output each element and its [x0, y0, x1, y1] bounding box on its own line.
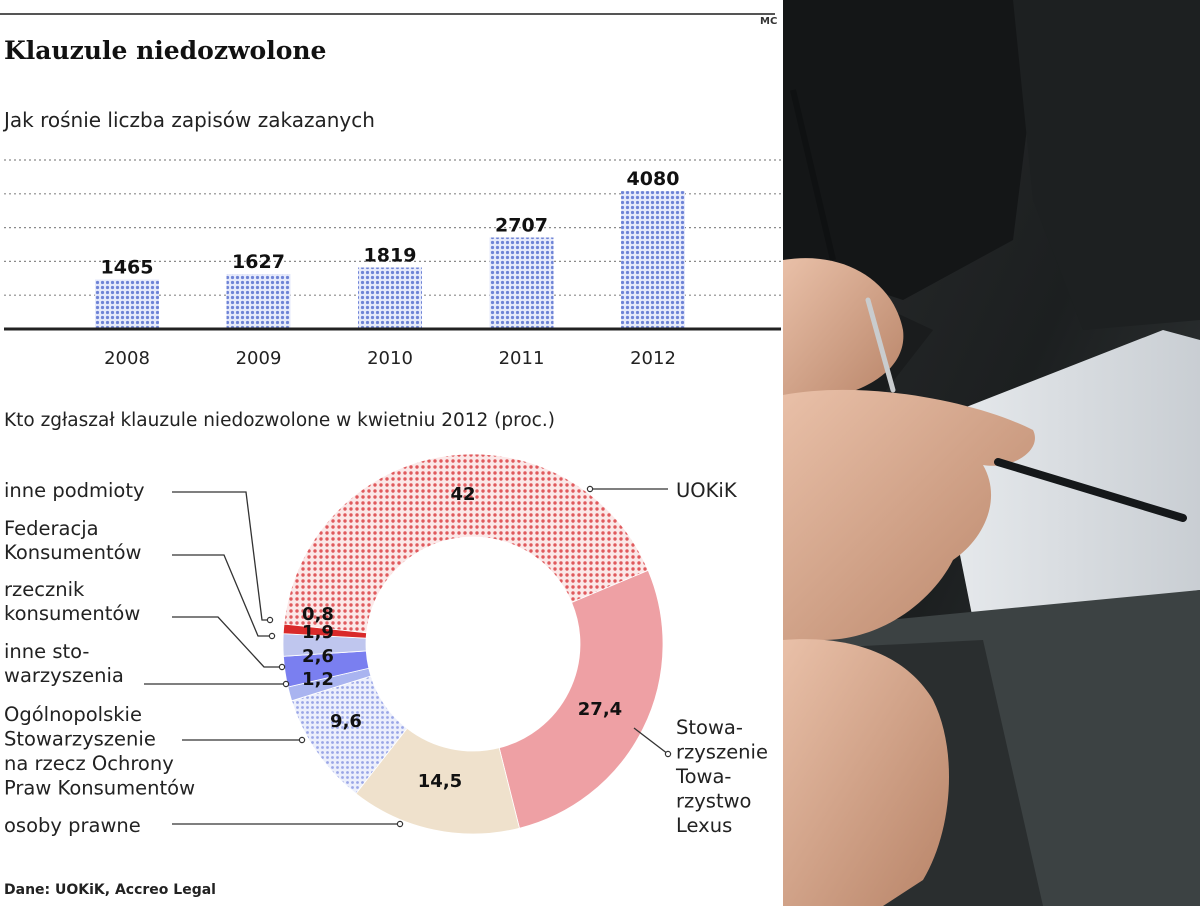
slice-value-federacja: 1,9 [302, 622, 334, 643]
bar-2009 [227, 274, 291, 329]
slice-label-lexus: rzyszenie [676, 740, 768, 764]
x-tick-label: 2011 [498, 348, 545, 369]
slice-label-ochrona: Stowarzyszenie [4, 727, 156, 751]
donut-chart-title: Kto zgłaszał klauzule niedozwolone w kwietniu 2012 (proc.) [4, 410, 555, 431]
leader-dot-federacja [269, 633, 274, 638]
page-title: Klauzule niedozwolone [4, 36, 327, 65]
bar-2012 [621, 191, 685, 329]
leader-line-federacja [172, 555, 272, 636]
slice-value-inne_podmioty: 0,8 [302, 604, 334, 625]
bar-chart [0, 140, 783, 380]
slice-label-osoby_prawne: osoby prawne [4, 814, 141, 837]
leader-line-rzecznik [172, 617, 282, 667]
slice-label-ochrona: Praw Konsumentów [4, 776, 196, 800]
bar-value-label: 1465 [100, 256, 154, 279]
slice-label-lexus: Lexus [676, 814, 733, 837]
leader-dot-osoby_prawne [397, 821, 402, 826]
leader-dot-inne_stow [283, 681, 288, 686]
slice-label-inne_podmioty: inne podmioty [4, 479, 145, 502]
donut-chart [0, 440, 783, 870]
slice-label-rzecznik: rzecznik [4, 578, 85, 601]
slice-label-lexus: Towa- [676, 765, 732, 788]
slice-label-federacja: Konsumentów [4, 541, 142, 564]
x-tick-label: 2009 [235, 348, 282, 369]
slice-value-lexus: 27,4 [577, 699, 623, 720]
slice-label-uokik: UOKiK [676, 479, 737, 502]
leader-dot-ochrona [299, 737, 304, 742]
bar-2010 [358, 268, 422, 329]
author-initials: MC [760, 16, 778, 27]
slice-value-ochrona: 9,6 [330, 711, 362, 732]
source-note: Dane: UOKiK, Accreo Legal [4, 882, 216, 898]
bar-value-label: 4080 [626, 168, 680, 191]
slice-label-lexus: Stowa- [676, 716, 743, 739]
slice-label-inne_stow: warzyszenia [4, 664, 124, 687]
x-tick-label: 2012 [630, 348, 676, 369]
slice-value-uokik: 42 [450, 484, 476, 505]
leader-dot-uokik [587, 486, 592, 491]
bar-value-label: 2707 [495, 214, 548, 237]
leader-line-inne_podmioty [172, 492, 270, 620]
slice-label-ochrona: na rzecz Ochrony [4, 752, 174, 775]
top-rule [0, 13, 775, 15]
slice-label-ochrona: Ogólnopolskie [4, 703, 142, 726]
bar-value-label: 1819 [363, 244, 417, 267]
bar-2011 [490, 238, 554, 329]
leader-dot-inne_podmioty [267, 617, 272, 622]
business-meeting-photo [783, 0, 1200, 906]
slice-value-rzecznik: 2,6 [302, 646, 334, 667]
bar-value-label: 1627 [232, 251, 285, 274]
slice-label-lexus: rzystwo [676, 789, 752, 813]
slice-label-federacja: Federacja [4, 517, 99, 540]
slice-value-inne_stow: 1,2 [302, 669, 334, 690]
slice-value-osoby_prawne: 14,5 [417, 771, 463, 792]
x-tick-label: 2008 [104, 348, 150, 369]
slice-label-rzecznik: konsumentów [4, 602, 141, 625]
x-tick-label: 2010 [367, 348, 413, 369]
leader-dot-rzecznik [279, 664, 284, 669]
leader-dot-lexus [665, 751, 670, 756]
bar-2008 [95, 279, 159, 329]
slice-label-inne_stow: inne sto- [4, 640, 90, 663]
leader-line-lexus [634, 728, 668, 754]
bar-chart-title: Jak rośnie liczba zapisów zakazanych [4, 108, 375, 132]
